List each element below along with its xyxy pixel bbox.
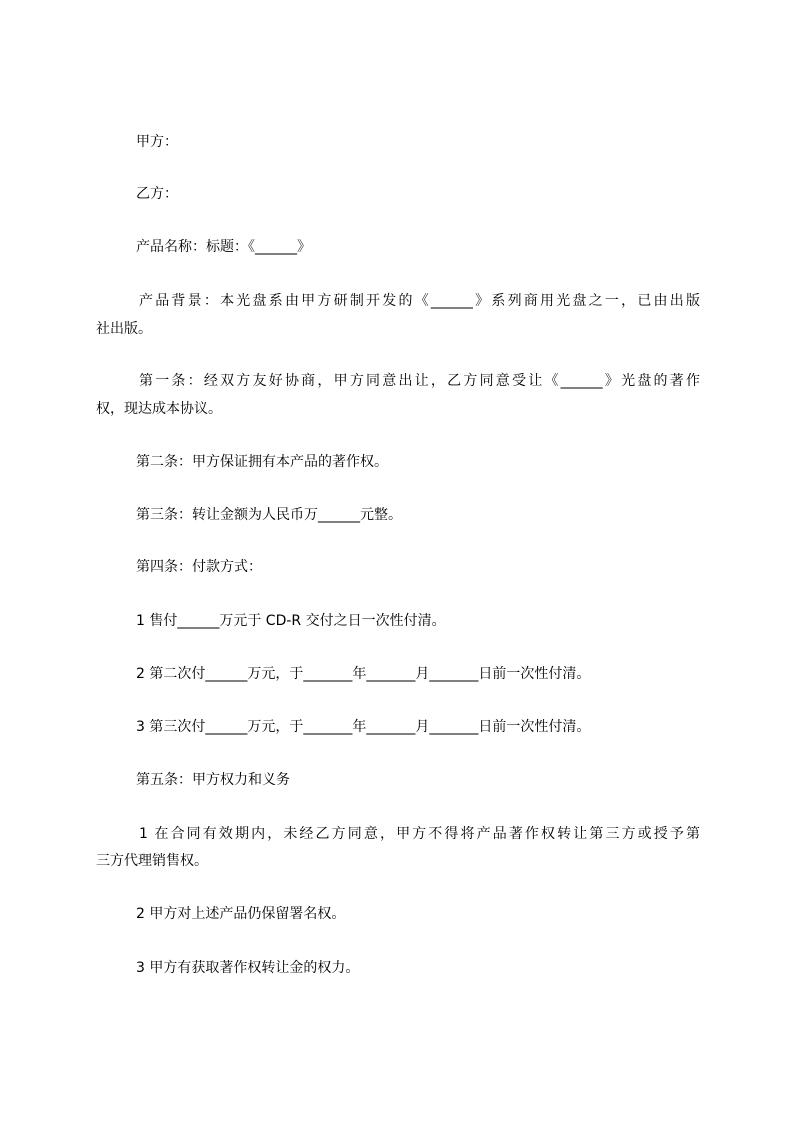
payment-item-1: 1 售付______万元于 CD-R 交付之日一次性付清。 [136,613,446,629]
paragraph-line: 社出版。 [96,321,152,337]
article-5-heading: 第五条：甲方权力和义务 [136,772,290,788]
payment-item-3: 3 第三次付______万元，于_______年_______月_______日前一次性付清。 [136,719,591,735]
paragraph-line: 第一条：经双方友好协商，甲方同意出让，乙方同意受让《______》光盘的著作 [139,373,700,389]
duty-item-3: 3 甲方有获取著作权转让金的权力。 [136,960,360,976]
paragraph-line: 1 在合同有效期内，未经乙方同意，甲方不得将产品著作权转让第三方或授予第 [139,826,700,842]
article-2-paragraph: 第二条：甲方保证拥有本产品的著作权。 [136,454,388,470]
payment-item-2: 2 第二次付______万元，于_______年_______月_______日前一次性付清。 [136,666,591,682]
party-b-label: 乙方： [136,186,178,202]
duty-item-2: 2 甲方对上述产品仍保留署名权。 [136,906,346,922]
paragraph-line: 三方代理销售权。 [96,853,208,869]
paragraph-line: 权，现达成本协议。 [96,401,222,417]
party-a-label: 甲方： [136,134,178,150]
paragraph-line: 产品背景：本光盘系由甲方研制开发的《______》系列商用光盘之一，已由出版 [139,293,700,309]
article-4-heading: 第四条：付款方式： [136,559,262,575]
product-name-line: 产品名称：标题：《______》 [136,239,311,255]
article-3-paragraph: 第三条：转让金额为人民币万______元整。 [136,507,402,523]
